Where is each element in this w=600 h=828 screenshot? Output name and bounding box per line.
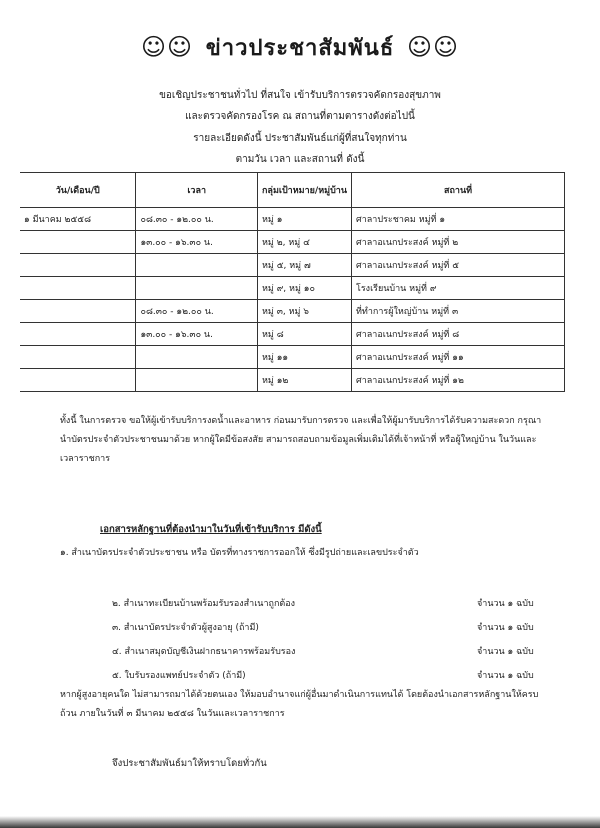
table-cell (20, 300, 136, 323)
item-text: ๒. สำเนาทะเบียนบ้านพร้อมรับรองสำเนาถูกต้อง (112, 599, 296, 609)
proxy-paragraph: หากผู้สูงอายุคนใด ไม่สามารถมาได้ด้วยตนเอง ให้มอบอำนาจแก่ผู้อื่นมาดำเนินการแทนได้ โดยต้องนำเอกสารหลักฐานให้ครบถ้วน ภายในวันที่ ๓ มีนาคม ๒๕๕๘ ในวันและเวลาราชการ (60, 690, 539, 719)
table-cell: ๑๓.๐๐ - ๑๖.๓๐ น. (136, 231, 258, 254)
item-quantity: จำนวน ๑ ฉบับ (477, 599, 534, 609)
title-text: ข่าวประชาสัมพันธ์ (205, 36, 395, 61)
smiley-icon: ☺☺ (406, 33, 459, 61)
documents-item-1: ๑. สำเนาบัตรประจำตัวประชาชน หรือ บัตรที่ทางราชการออกให้ ซึ่งมีรูปถ่ายและเลขประจำตัว (60, 548, 419, 558)
table-row (20, 369, 565, 392)
table-cell: โรงเรียนบ้าน หมู่ที่ ๙ (352, 277, 565, 300)
table-cell: ศาลาอเนกประสงค์ หมู่ที่ ๑๑ (352, 346, 565, 369)
table-cell: หมู่ ๑๒ (257, 369, 351, 392)
table-cell: ศาลาอเนกประสงค์ หมู่ที่ ๑๒ (352, 369, 565, 392)
documents-item (112, 668, 534, 682)
table-row (20, 346, 565, 369)
table-cell: หมู่ ๙, หมู่ ๑๐ (257, 277, 351, 300)
header-line: และตรวจคัดกรองโรค ณ สถานที่ตามตารางดังต่อไปนี้ (185, 111, 415, 122)
scan-edge (0, 816, 600, 828)
table-row (20, 254, 565, 277)
table-row (20, 300, 565, 323)
table-cell (136, 254, 258, 277)
table-cell: ๐๘.๓๐ - ๑๒.๐๐ น. (136, 208, 258, 231)
table-row (20, 277, 565, 300)
documents-item (112, 644, 534, 658)
table-row (20, 231, 565, 254)
documents-heading: เอกสารหลักฐานที่ต้องนำมาในวันที่เข้ารับบริการ มีดังนี้ (100, 524, 322, 535)
table-cell: ๑ มีนาคม ๒๕๕๘ (20, 208, 136, 231)
column-header: สถานที่ (352, 173, 565, 208)
smiley-icon: ☺☺ (141, 33, 194, 61)
table-row (20, 323, 565, 346)
table-cell (20, 346, 136, 369)
table-cell (20, 254, 136, 277)
documents-item (112, 620, 534, 634)
signoff-text: จึงประชาสัมพันธ์มาให้ทราบโดยทั่วกัน (112, 758, 267, 769)
table-cell: ๑๓.๐๐ - ๑๖.๓๐ น. (136, 323, 258, 346)
table-cell (20, 369, 136, 392)
table-cell: ศาลาอเนกประสงค์ หมู่ที่ ๒ (352, 231, 565, 254)
item-quantity: จำนวน ๑ ฉบับ (477, 647, 534, 657)
table-cell (136, 369, 258, 392)
table-cell: หมู่ ๓, หมู่ ๖ (257, 300, 351, 323)
table-cell (20, 277, 136, 300)
table-cell (20, 231, 136, 254)
column-header: วัน/เดือน/ปี (20, 173, 136, 208)
item-text: ๓. สำเนาบัตรประจำตัวผู้สูงอายุ (ถ้ามี) (112, 623, 259, 633)
table-cell (136, 346, 258, 369)
table-cell: ศาลาอเนกประสงค์ หมู่ที่ ๕ (352, 254, 565, 277)
table-cell: หมู่ ๘ (257, 323, 351, 346)
item-text: ๕. ใบรับรองแพทย์ประจำตัว (ถ้ามี) (112, 671, 246, 681)
table-cell: ศาลาอเนกประสงค์ หมู่ที่ ๘ (352, 323, 565, 346)
table-cell: ศาลาประชาคม หมู่ที่ ๑ (352, 208, 565, 231)
column-header: เวลา (136, 173, 258, 208)
table-cell: ๐๘.๓๐ - ๑๒.๐๐ น. (136, 300, 258, 323)
item-quantity: จำนวน ๑ ฉบับ (477, 623, 534, 633)
announcement-title (0, 30, 600, 65)
item-text: ๔. สำเนาสมุดบัญชีเงินฝากธนาคารพร้อมรับรอง (112, 647, 296, 657)
header-line: รายละเอียดดังนี้ ประชาสัมพันธ์แก่ผู้ที่สนใจทุกท่าน (193, 133, 407, 144)
header-line: ขอเชิญประชาชนทั่วไป ที่สนใจ เข้ารับบริการตรวจคัดกรองสุขภาพ (159, 90, 441, 101)
table-cell (136, 277, 258, 300)
table-cell: หมู่ ๑๑ (257, 346, 351, 369)
table-cell: ที่ทำการผู้ใหญ่บ้าน หมู่ที่ ๓ (352, 300, 565, 323)
table-header-row (20, 173, 565, 208)
header-line: ตามวัน เวลา และสถานที่ ดังนี้ (235, 154, 365, 165)
item-quantity: จำนวน ๑ ฉบับ (477, 671, 534, 681)
table-cell: หมู่ ๒, หมู่ ๔ (257, 231, 351, 254)
schedule-table (20, 172, 565, 392)
column-header: กลุ่มเป้าหมาย/หมู่บ้าน (257, 173, 351, 208)
table-cell: หมู่ ๑ (257, 208, 351, 231)
table-cell (20, 323, 136, 346)
table-row (20, 208, 565, 231)
table-cell: หมู่ ๕, หมู่ ๗ (257, 254, 351, 277)
notice-paragraph: ทั้งนี้ ในการตรวจ ขอให้ผู้เข้ารับบริการงดน้ำและอาหาร ก่อนมารับการตรวจ และเพื่อให้ผู้มารับบริการได้รับความสะดวก กรุณานำบัตรประจำตัวประชาชนมาด้วย หากผู้ใดมีข้อสงสัย สามารถสอบถามข้อมูลเพิ่มเติมได้ที่เจ้าหน้าที่ หรือผู้ใหญ่บ้าน ในวันและเวลาราชการ (60, 416, 542, 464)
documents-item (112, 596, 534, 610)
